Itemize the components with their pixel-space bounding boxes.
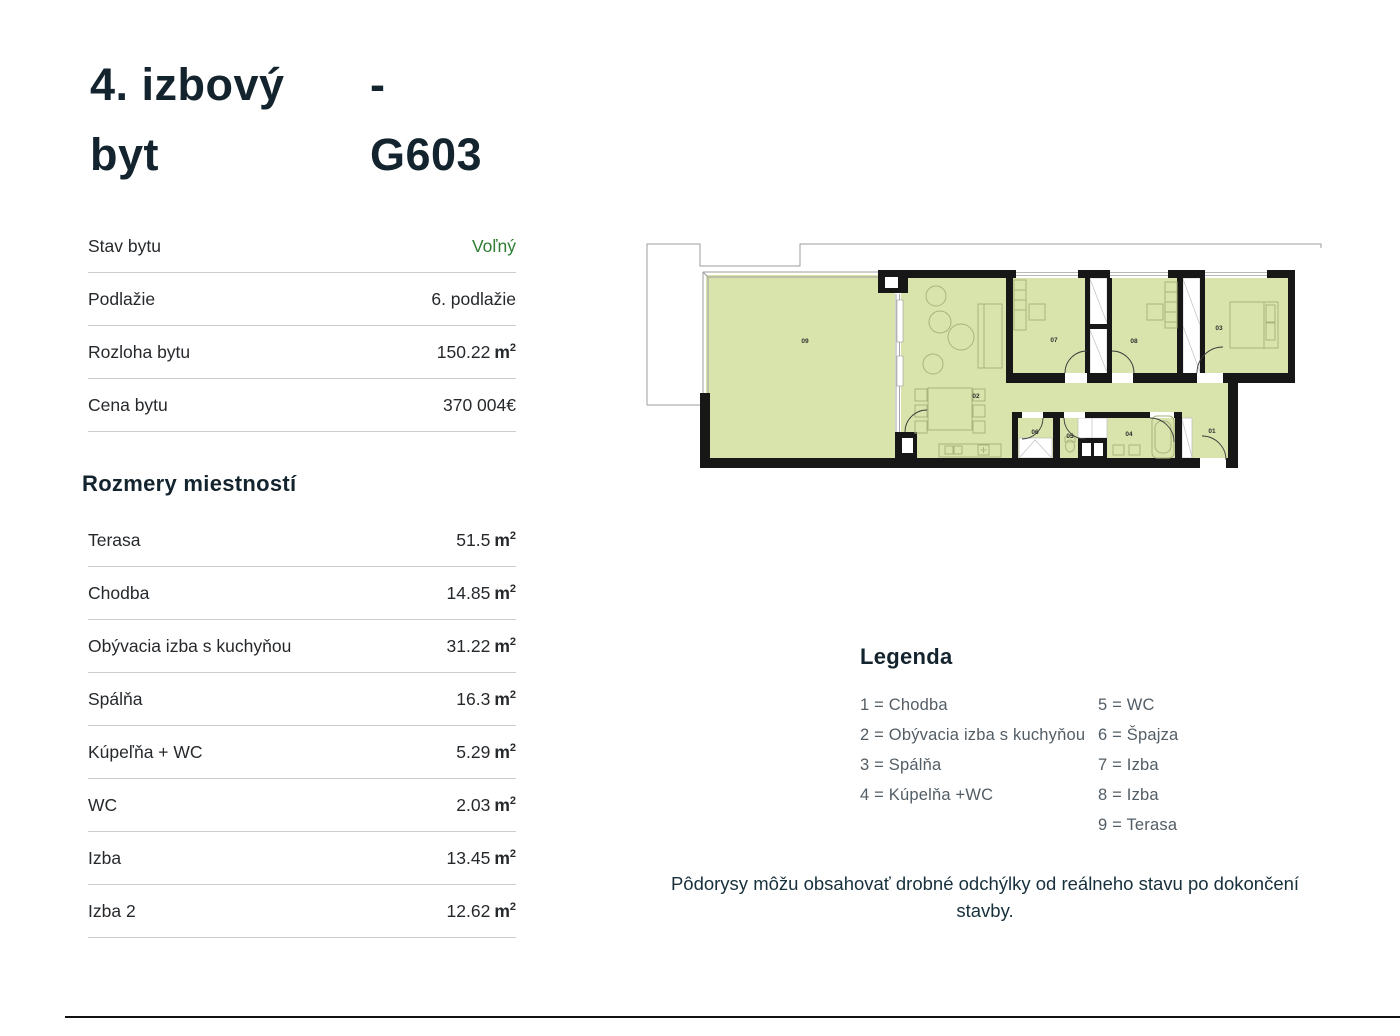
table-row [88, 726, 516, 779]
row-value: 16.3 $m^2$ [456, 689, 516, 709]
unit-m2: $m^2$ [494, 901, 516, 921]
row-label: Izba [88, 848, 122, 868]
unit-m2: $m^2$ [494, 848, 516, 868]
status-badge [472, 236, 516, 257]
unit-m2: $m^2$ [494, 795, 516, 815]
disclaimer-text: Pôdorysy môžu obsahovať drobné odchýlky od reálneho stavu po dokončení stavby. [670, 873, 1300, 921]
row-label: Terasa [88, 530, 141, 550]
row-label: Kúpeľňa + WC [88, 742, 203, 762]
floor-plan [645, 238, 1325, 470]
details-table [88, 220, 516, 432]
title-line1-right: - [370, 59, 386, 110]
title-line2-left: byt [90, 129, 159, 180]
table-row [88, 673, 516, 726]
room-label-chodba: 01 [1208, 428, 1216, 435]
terrace-area [700, 272, 895, 460]
row-value-text: 370 004€ [443, 395, 516, 415]
legend-item: 6 = Špajza [1098, 726, 1179, 744]
table-row [88, 273, 516, 326]
row-label: Obývacia izba s kuchyňou [88, 636, 292, 656]
row-value: 14.85 $m^2$ [446, 583, 516, 603]
legend-column-2 [1098, 690, 1336, 840]
room-label-izba7: 07 [1050, 337, 1058, 344]
unit-m2: $m^2$ [494, 636, 516, 656]
room-label-spajza: 06 [1031, 429, 1039, 436]
row-value: 5.29 $m^2$ [456, 742, 516, 762]
room-label-wc: 05 [1066, 433, 1074, 440]
row-value: 31.22 $m^2$ [446, 636, 516, 656]
rooms-table [88, 514, 516, 938]
table-row [88, 567, 516, 620]
table-row [88, 885, 516, 938]
room-label-kupelna: 04 [1125, 431, 1133, 438]
table-row [88, 832, 516, 885]
title-line2-right: G603 [370, 129, 483, 180]
legend-item: 2 = Obývacia izba s kuchyňou [860, 726, 1086, 744]
unit-m2: $m^2$ [494, 530, 516, 550]
table-row [88, 220, 516, 273]
row-value-text: 6. podlažie [431, 289, 516, 309]
row-value: 2.03 $m^2$ [456, 795, 516, 815]
legend-heading: Legenda [860, 644, 953, 669]
row-value: Voľný [471, 236, 516, 256]
legend-item: 9 = Terasa [1098, 816, 1178, 834]
legend [860, 690, 1336, 840]
row-value: 12.62 $m^2$ [446, 901, 516, 921]
title-line1-left: 4. izbový [90, 59, 285, 110]
table-row [88, 379, 516, 432]
legend-item: 1 = Chodba [860, 696, 948, 714]
page-title [90, 50, 482, 190]
row-label: Stav bytu [88, 236, 161, 256]
row-label: Izba 2 [88, 901, 136, 921]
row-value-text: 150.22 [436, 342, 491, 362]
rooms-section-heading: Rozmery miestností [82, 471, 297, 496]
row-label: Rozloha bytu [88, 342, 191, 362]
legend-item: 5 = WC [1098, 696, 1155, 714]
row-label: WC [88, 795, 118, 815]
unit-m2: $m^2$ [494, 742, 516, 762]
room-label-spalna: 03 [1215, 325, 1223, 332]
legend-item: 4 = Kúpelňa +WC [860, 786, 994, 804]
table-row [88, 326, 516, 379]
unit-m2: $m^2$ [494, 342, 516, 362]
table-row [88, 620, 516, 673]
row-label: Cena bytu [88, 395, 168, 415]
row-value: 51.5 $m^2$ [456, 530, 516, 550]
row-label: Chodba [88, 583, 150, 603]
room-label-living: 02 [972, 393, 980, 400]
room-label-izba8: 08 [1130, 338, 1138, 345]
row-label: Spálňa [88, 689, 143, 709]
footer-divider [65, 1016, 1400, 1018]
row-value [437, 342, 516, 363]
legend-item: 8 = Izba [1098, 786, 1159, 804]
row-value: 13.45 $m^2$ [446, 848, 516, 868]
unit-m2: $m^2$ [494, 689, 516, 709]
table-row [88, 514, 516, 567]
row-value [431, 289, 516, 310]
unit-m2: $m^2$ [494, 583, 516, 603]
room-label-terrace: 09 [801, 338, 809, 345]
legend-item: 3 = Spálňa [860, 756, 942, 774]
legend-item: 7 = Izba [1098, 756, 1159, 774]
row-value [443, 395, 516, 416]
row-label: Podlažie [88, 289, 156, 309]
table-row [88, 779, 516, 832]
legend-column-1 [860, 690, 1098, 840]
